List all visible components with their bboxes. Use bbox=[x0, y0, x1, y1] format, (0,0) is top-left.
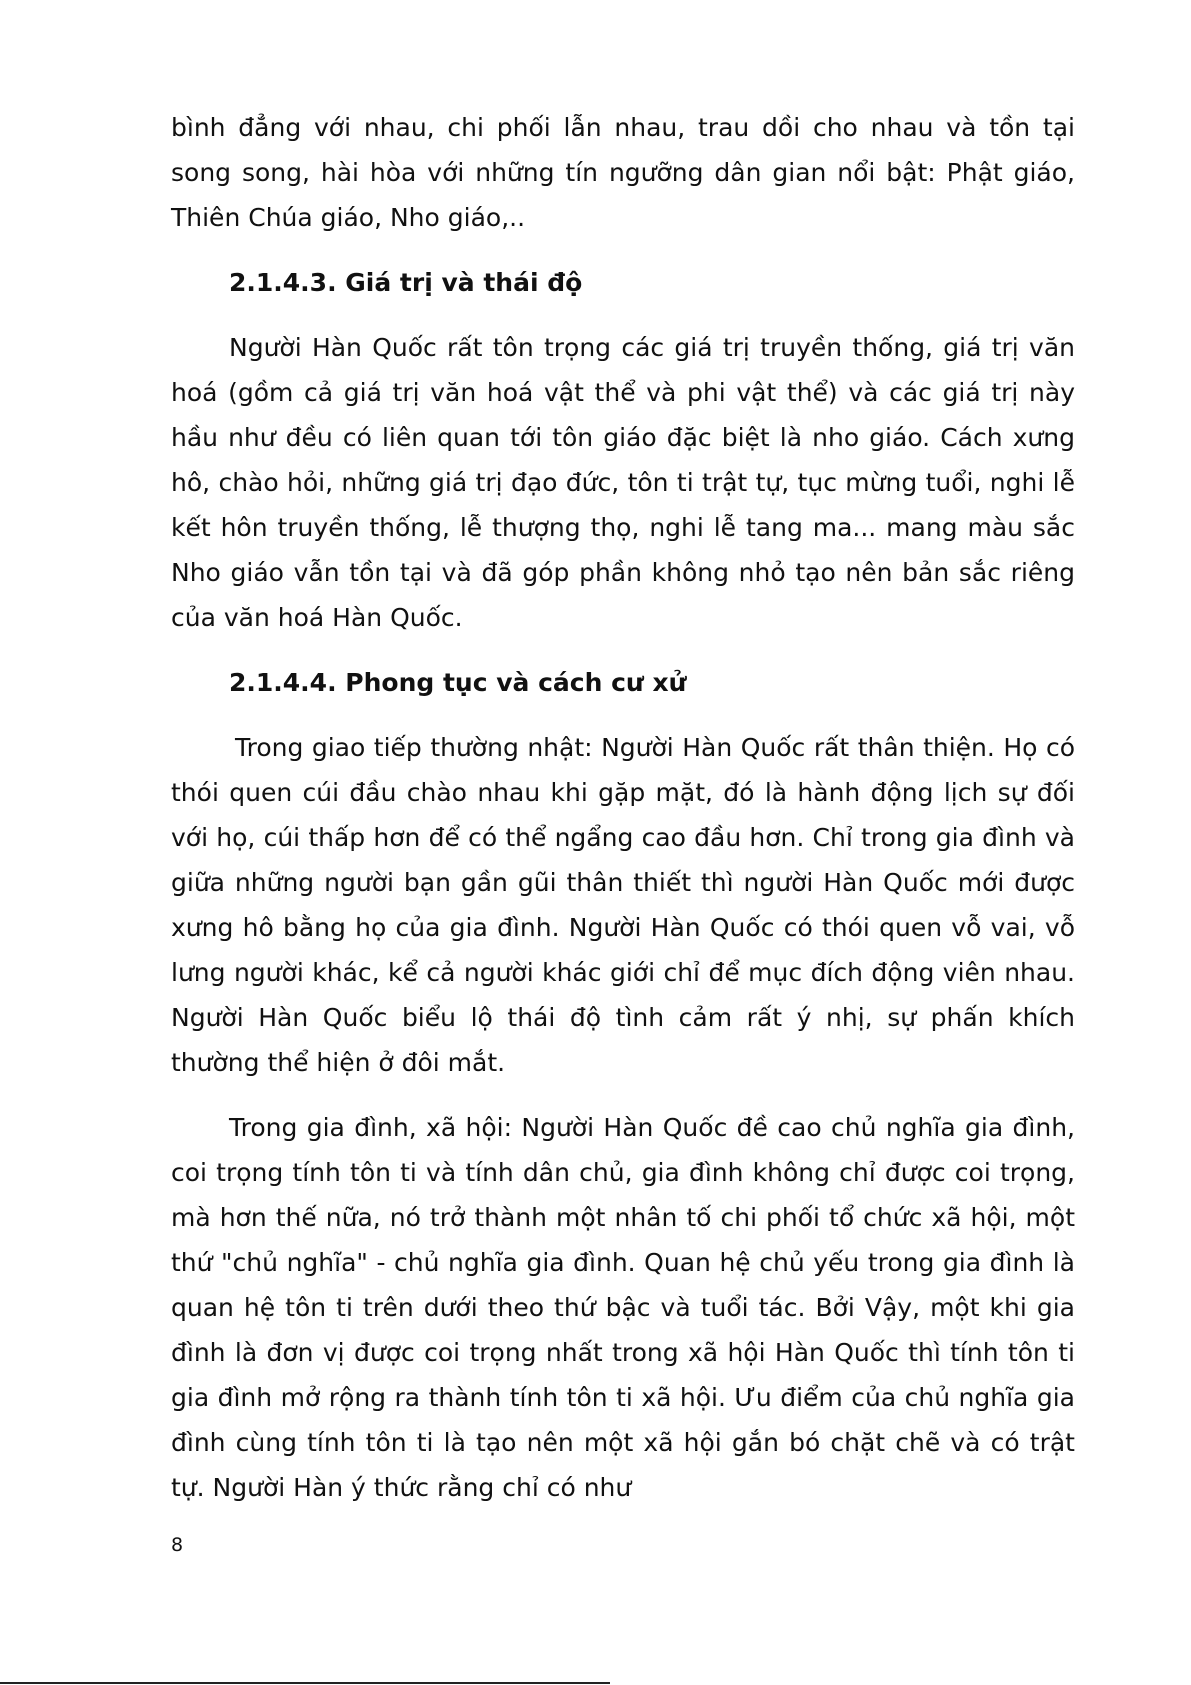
page-number: 8 bbox=[171, 1534, 184, 1556]
paragraph-values-attitudes: Người Hàn Quốc rất tôn trọng các giá trị truyền thống, giá trị văn hoá (gồm cả giá trị văn hoá vật thể và phi vật thể) và các giá trị này hầu như đều có liên quan tới tôn giáo đặc biệt là nho giáo. Cách xưng hô, chào hỏi, những giá trị đạo đức, tôn ti trật tự, tục mừng tuổi, nghi lễ kết hôn truyền thống, lễ thượng thọ, nghi lễ tang ma... mang màu sắc Nho giáo vẫn tồn tại và đã góp phần không nhỏ tạo nên bản sắc riêng của văn hoá Hàn Quốc. bbox=[171, 333, 1075, 632]
document-page bbox=[171, 105, 1075, 1510]
section-heading-customs-behavior: 2.1.4.4. Phong tục và cách cư xử bbox=[229, 668, 687, 697]
paragraph-religions-continuation: bình đẳng với nhau, chi phối lẫn nhau, trau dồi cho nhau và tồn tại song song, hài hòa với những tín ngưỡng dân gian nổi bật: Phật giáo, Thiên Chúa giáo, Nho giáo,.. bbox=[171, 113, 1075, 232]
footer-divider bbox=[0, 1682, 610, 1684]
section-heading-values-attitudes: 2.1.4.3. Giá trị và thái độ bbox=[229, 268, 583, 297]
paragraph-family-society: Trong gia đình, xã hội: Người Hàn Quốc đề cao chủ nghĩa gia đình, coi trọng tính tôn ti và tính dân chủ, gia đình không chỉ được coi trọng, mà hơn thế nữa, nó trở thành một nhân tố chi phối tổ chức xã hội, một thứ "chủ nghĩa" - chủ nghĩa gia đình. Quan hệ chủ yếu trong gia đình là quan hệ tôn ti trên dưới theo thứ bậc và tuổi tác. Bởi Vậy, một khi gia đình là đơn vị được coi trọng nhất trong xã hội Hàn Quốc thì tính tôn ti gia đình mở rộng ra thành tính tôn ti xã hội. Ưu điểm của chủ nghĩa gia đình cùng tính tôn ti là tạo nên một xã hội gắn bó chặt chẽ và có trật tự. Người Hàn ý thức rằng chỉ có như bbox=[171, 1113, 1075, 1502]
paragraph-daily-communication: Trong giao tiếp thường nhật: Người Hàn Quốc rất thân thiện. Họ có thói quen cúi đầu chào nhau khi gặp mặt, đó là hành động lịch sự đối với họ, cúi thấp hơn để có thể ngẩng cao đầu hơn. Chỉ trong gia đình và giữa những người bạn gần gũi thân thiết thì người Hàn Quốc mới được xưng hô bằng họ của gia đình. Người Hàn Quốc có thói quen vỗ vai, vỗ lưng người khác, kể cả người khác giới chỉ để mục đích động viên nhau. Người Hàn Quốc biểu lộ thái độ tình cảm rất ý nhị, sự phấn khích thường thể hiện ở đôi mắt. bbox=[171, 733, 1075, 1077]
